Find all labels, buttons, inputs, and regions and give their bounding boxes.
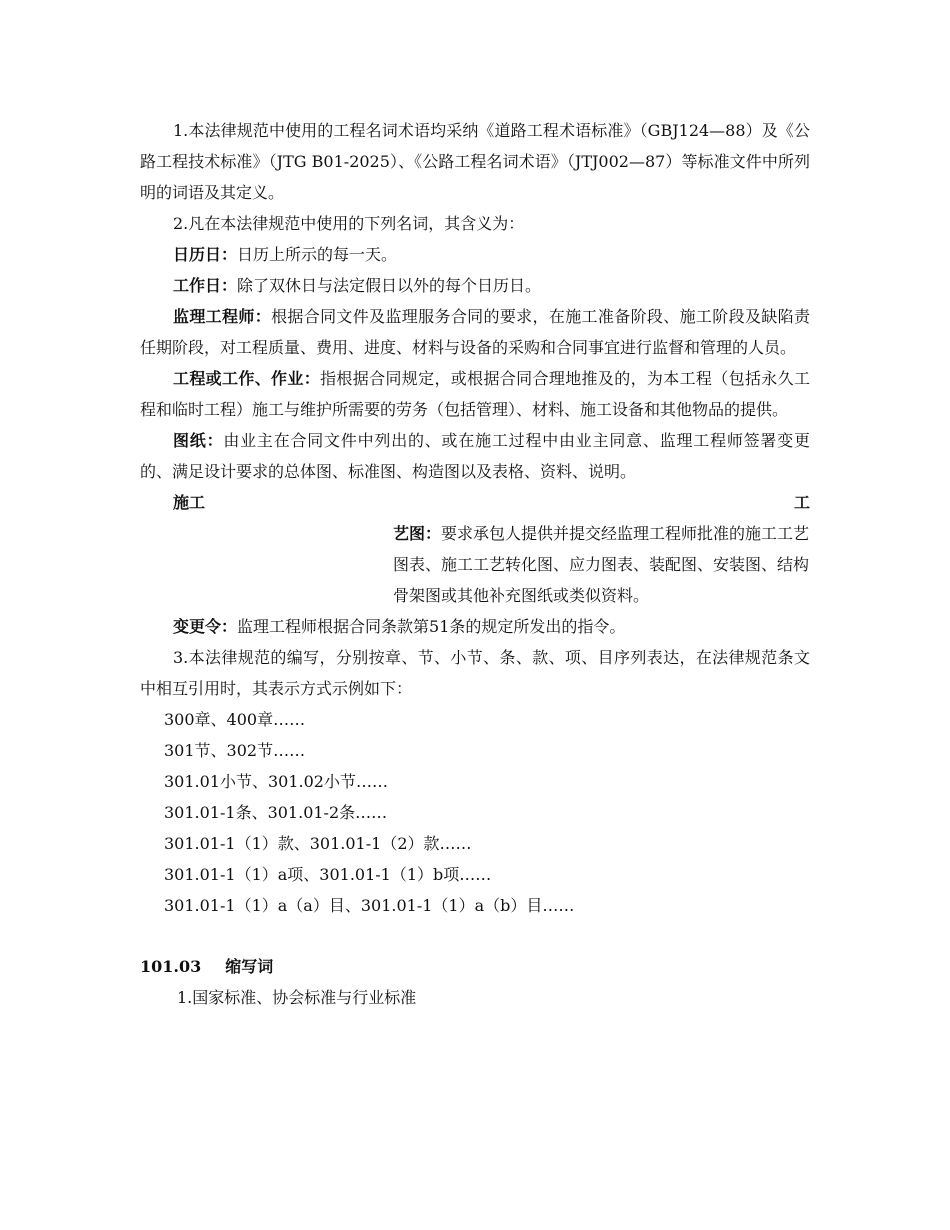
numbering-example: 301.01小节、301.02小节…… [164, 772, 388, 791]
definition-term: 图纸： [173, 431, 224, 450]
definition-term: 监理工程师： [173, 307, 272, 326]
subsection-heading: 1.国家标准、协会标准与行业标准 [177, 988, 417, 1007]
section-number: 101.03 [140, 957, 202, 976]
definition-text: 根据合同文件及监理服务合同的要求，在施工准备阶段、施工阶段及缺陷责任期阶段，对工程质量、费用、进度、材料与设备的采购和合同事宜进行监督和管理的人员。 [140, 307, 810, 357]
definition-calendar-day [140, 239, 810, 270]
definition-change-order [140, 611, 810, 642]
definition-term: 工作日： [173, 276, 238, 295]
definition-text: 日历上所示的每一天。 [237, 245, 398, 264]
definition-drawings [140, 425, 810, 487]
definition-text: 由业主在合同文件中列出的、或在施工过程中由业主同意、监理工程师签署变更的、满足设计要求的总体图、标准图、构造图以及表格、资料、说明。 [140, 431, 810, 481]
definition-term-continued: 艺图： [393, 524, 442, 543]
numbering-example: 301.01-1（1）款、301.01-1（2）款…… [164, 834, 472, 853]
definition-term-right: 工 [793, 493, 810, 512]
paragraph-numbering-rules: 3.本法律规范的编写，分别按章、节、小节、条、款、项、目序列表达，在法律规范条文中相互引用时，其表示方式示例如下： [140, 648, 810, 698]
numbering-example: 301.01-1条、301.01-2条…… [164, 803, 388, 822]
numbering-example: 301.01-1（1）a项、301.01-1（1）b项…… [164, 865, 492, 884]
numbering-example: 300章、400章…… [164, 710, 306, 729]
definition-term: 日历日： [173, 245, 238, 264]
numbering-example: 301节、302节…… [164, 741, 306, 760]
definition-construction-drawings [393, 518, 810, 611]
definition-text: 要求承包人提供并提交经监理工程师批准的施工工艺图表、施工工艺转化图、应力图表、装配图、安装图、结构骨架图或其他补充图纸或类似资料。 [393, 524, 810, 605]
definition-working-day [140, 270, 810, 301]
section-title: 缩写词 [225, 957, 274, 976]
definition-text: 指根据合同规定，或根据合同合理地推及的，为本工程（包括永久工程和临时工程）施工与维护所需要的劳务（包括管理）、材料、施工设备和其他物品的提供。 [140, 369, 810, 419]
definition-term-left: 施工 [173, 493, 206, 512]
document-page [140, 115, 810, 1013]
definition-term: 工程或工作、作业： [173, 369, 321, 388]
definition-text: 除了双休日与法定假日以外的每个日历日。 [237, 276, 542, 295]
paragraph-terminology-source: 1.本法律规范中使用的工程名词术语均采纳《道路工程术语标准》（GBJ124—88）及《公路工程技术标准》（JTG B01-2025）、《公路工程名词术语》（JTJ002—87）等标准文件中所列明的词语及其定义。 [140, 121, 810, 202]
numbering-example: 301.01-1（1）a（a）目、301.01-1（1）a（b）目…… [164, 896, 575, 915]
definition-text: 监理工程师根据合同条款第51条的规定所发出的指令。 [237, 617, 626, 636]
definition-supervising-engineer [140, 301, 810, 363]
definition-term: 变更令： [173, 617, 238, 636]
section-heading [140, 951, 810, 982]
definition-construction-drawings-term-row [140, 487, 810, 518]
definition-works [140, 363, 810, 425]
paragraph-definitions-intro: 2.凡在本法律规范中使用的下列名词，其含义为： [173, 214, 525, 233]
